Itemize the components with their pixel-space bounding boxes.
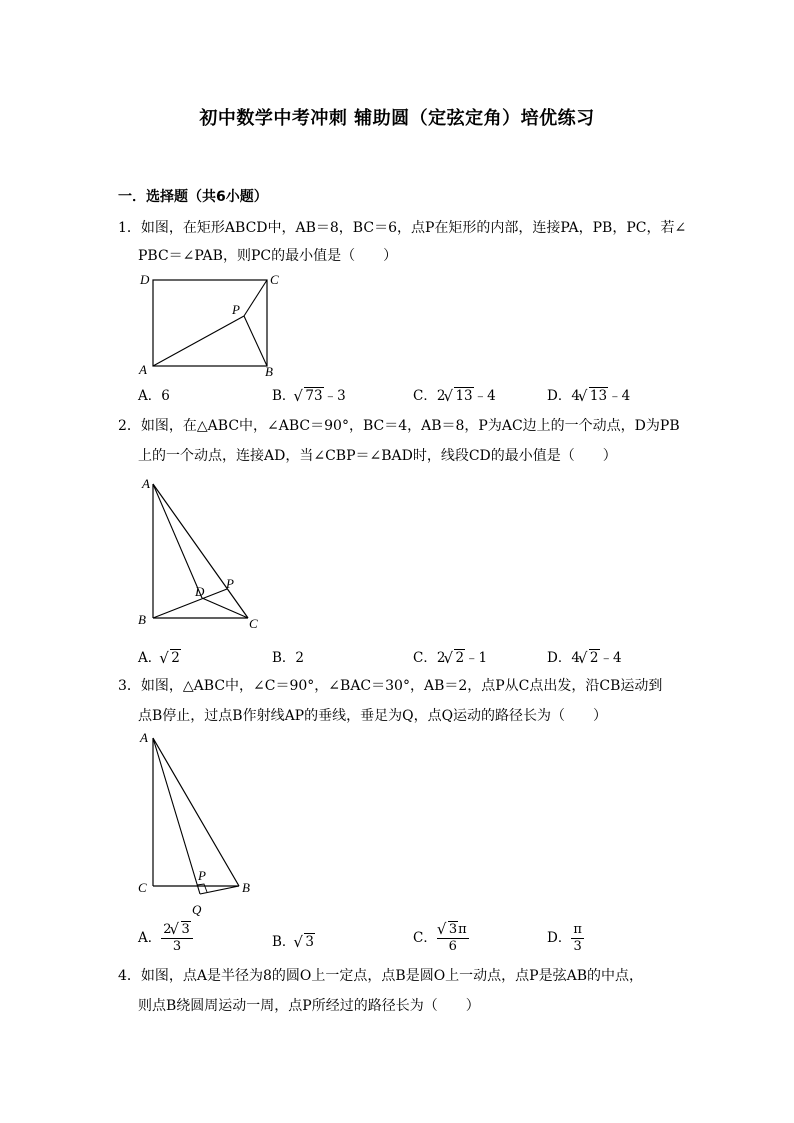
segment-pa — [153, 316, 244, 366]
option-label: A． — [138, 650, 162, 666]
q2-option-a[interactable] — [138, 646, 181, 666]
q1-option-d[interactable]: D．4√ 13﹣4 — [547, 384, 630, 404]
option-label: A． — [138, 930, 162, 946]
q3-label-b: B — [242, 880, 250, 895]
option-value: 6 — [161, 388, 170, 404]
option-label: B． — [272, 934, 296, 950]
q1-option-a[interactable] — [138, 384, 170, 404]
q3-option-b[interactable] — [272, 930, 315, 950]
sqrt-symbol: √ 73 — [295, 388, 323, 404]
q2-label-d: D — [195, 584, 205, 599]
sqrt-symbol: √ 3 — [295, 934, 315, 950]
sqrt-symbol: √ 13 — [445, 388, 473, 404]
option-label: A． — [138, 388, 162, 404]
q1-option-b[interactable]: B．√ 73﹣3 — [272, 384, 346, 404]
q1-text-line1: 1．如图，在矩形ABCD中，AB＝8，BC＝6，点P在矩形的内部，连接PA，PB，PC，若∠ — [118, 220, 687, 236]
q2-option-c[interactable]: C．2√ 2﹣1 — [413, 646, 487, 666]
q2-figure — [135, 474, 270, 634]
q4-text-line2: 则点B绕圆周运动一周，点P所经过的路径长为（ ） — [138, 998, 480, 1014]
ray-ap — [153, 738, 200, 894]
q1-label-b: B — [265, 364, 273, 378]
sqrt-symbol: √ 2 — [445, 650, 465, 666]
q1-text-line2: PBC＝∠PAB，则PC的最小值是（ ） — [138, 248, 398, 264]
q3-label-q: Q — [192, 902, 202, 917]
segment-pc — [244, 280, 267, 316]
q3-text-line1: 3．如图，△ABC中，∠C＝90°，∠BAC＝30°，AB＝2，点P从C点出发，沿CB运动到 — [118, 678, 663, 694]
sqrt-symbol: √ 3 — [439, 922, 458, 938]
q2-label-p: P — [226, 576, 234, 591]
sqrt-symbol: √ 2 — [580, 650, 600, 666]
q4-text-line1: 4．如图，点A是半径为8的圆O上一定点，点B是圆O上一动点，点P是弦AB的中点， — [118, 968, 643, 984]
q1-label-d: D — [140, 272, 150, 287]
q2-label-b: B — [138, 612, 146, 627]
q3-label-p: P — [198, 868, 206, 883]
q1-option-c[interactable]: C．2√ 13﹣4 — [413, 384, 496, 404]
q3-label-a: A — [140, 730, 148, 745]
option-label: D． — [547, 650, 572, 666]
q2-text-line1: 2．如图，在△ABC中，∠ABC＝90°，BC＝4，AB＝8，P为AC边上的一个动点，D为PB — [118, 418, 680, 434]
segment-ab — [153, 738, 239, 886]
sqrt-symbol: √ 2 — [161, 650, 181, 666]
segment-pb — [244, 316, 267, 366]
q3-option-c[interactable] — [413, 922, 469, 955]
q2-option-d[interactable]: D．4√ 2﹣4 — [547, 646, 622, 666]
fraction: √ $\frac{3\pi}{6}$ — [437, 922, 469, 955]
q1-label-a: A — [139, 362, 147, 377]
fraction: $\frac{\pi}{3}$ — [573, 922, 582, 954]
option-label: D． — [547, 388, 572, 404]
segment-ad — [153, 484, 202, 598]
q2-option-b[interactable]: B．2 — [272, 650, 305, 666]
q2-text-line2: 上的一个动点，连接AD，当∠CBP＝∠BAD时，线段CD的最小值是（ ） — [138, 448, 617, 464]
option-label: B． — [272, 388, 296, 404]
q2-label-a: A — [142, 476, 150, 491]
sqrt-symbol: √ 3 — [172, 922, 191, 938]
q3-label-c: C — [138, 880, 147, 895]
q1-label-p: P — [232, 302, 240, 317]
q3-text-line2: 点B停止，过点B作射线AP的垂线，垂足为Q，点Q运动的路径长为（ ） — [138, 708, 608, 724]
option-label: C． — [413, 930, 437, 946]
sqrt-symbol: √ 13 — [580, 388, 608, 404]
rectangle-abcd — [153, 280, 267, 366]
page-title: 初中数学中考冲刺 辅助圆（定弦定角）培优练习 — [199, 108, 595, 129]
option-label: C． — [413, 388, 437, 404]
q2-label-c: C — [249, 616, 258, 631]
q3-option-a[interactable] — [138, 922, 193, 955]
q3-figure — [135, 728, 260, 920]
option-label: D． — [547, 930, 572, 946]
section-heading: 一．选择题（共6小题） — [118, 189, 268, 205]
q3-option-d[interactable] — [547, 922, 584, 955]
q1-label-c: C — [270, 272, 279, 287]
fraction: $\frac{2√ 3}{3}$ — [161, 922, 193, 955]
option-label: C． — [413, 650, 437, 666]
q1-figure — [135, 270, 295, 378]
option-label: B． — [272, 650, 296, 666]
